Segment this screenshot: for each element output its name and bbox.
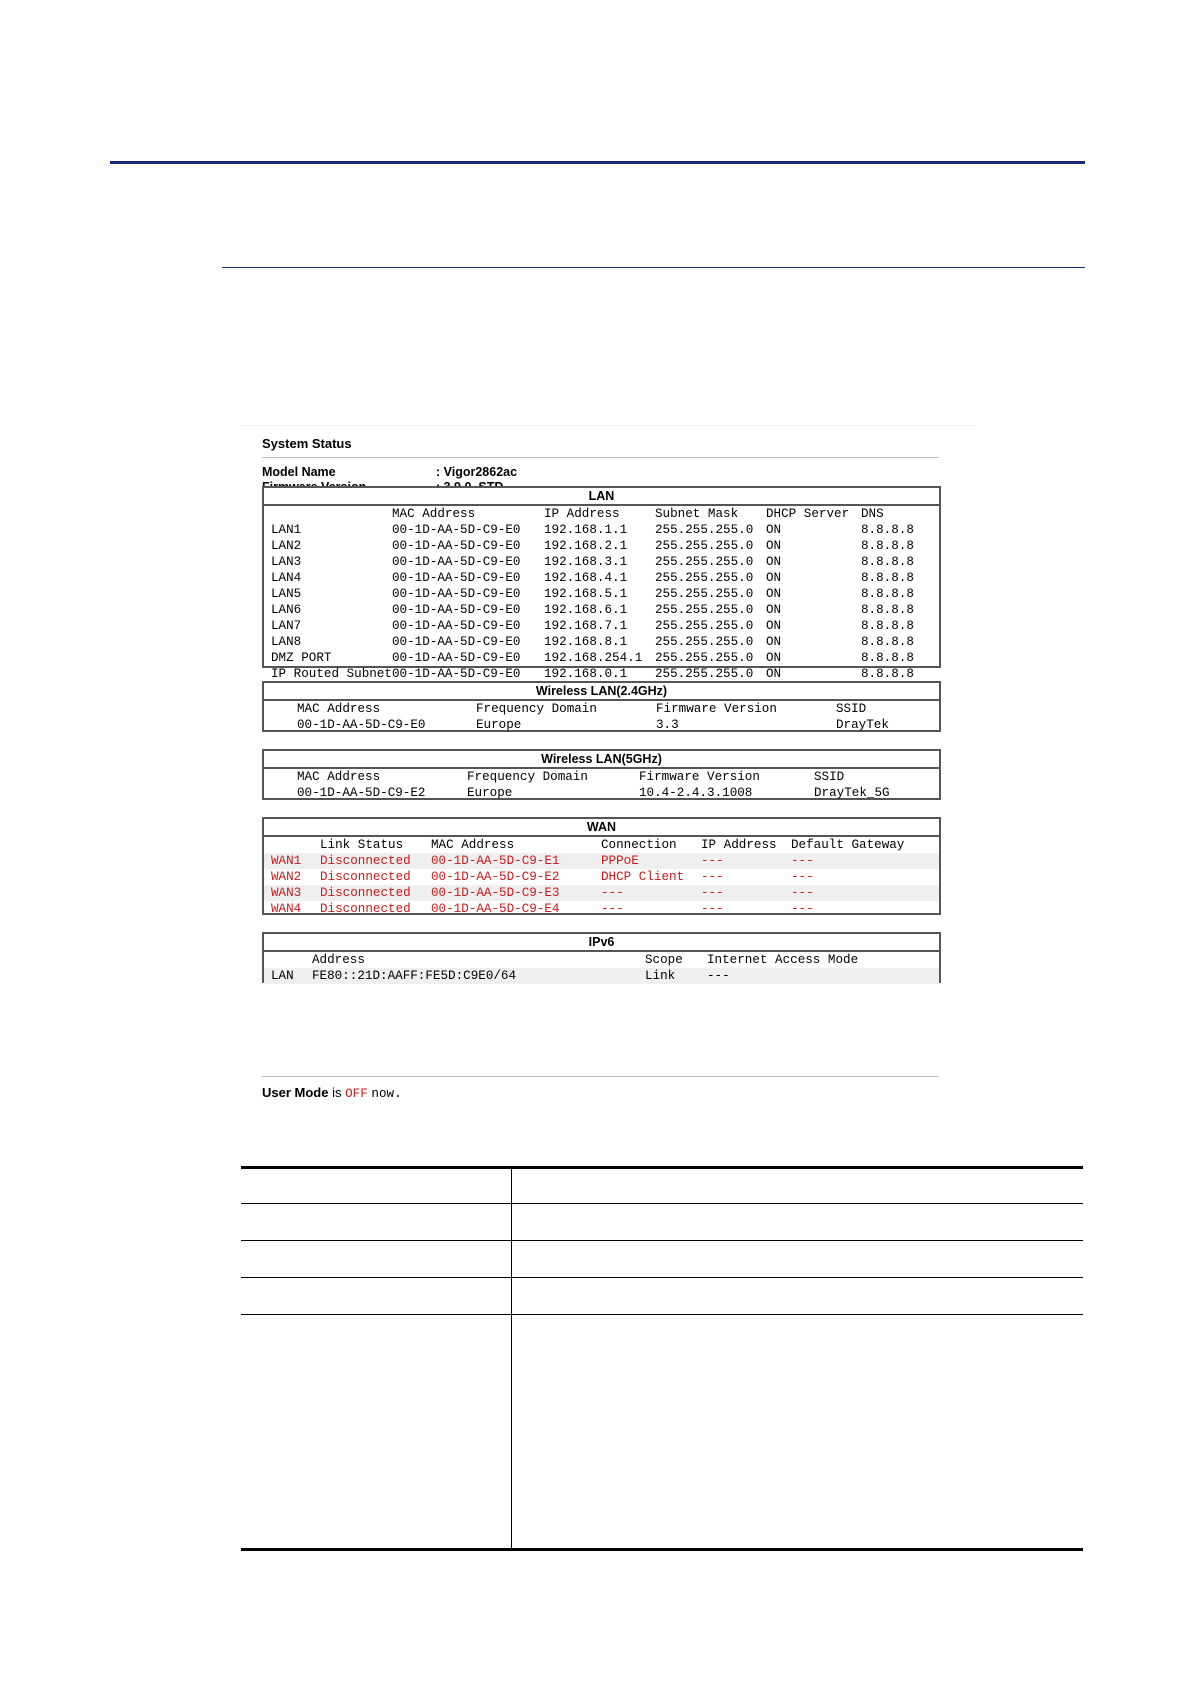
ipv6-column-headers: Address Scope Internet Access Mode <box>312 953 859 967</box>
title-divider <box>262 457 939 458</box>
table-row: LAN1 00-1D-AA-5D-C9-E0 192.168.1.1 255.255.255.0 ON 8.8.8.8 <box>271 523 914 537</box>
lan-table <box>262 486 941 681</box>
wan-table <box>262 817 941 915</box>
table-row: 00-1D-AA-5D-C9-E2 Europe 10.4-2.4.3.1008 DrayTek_5G <box>297 786 890 800</box>
wlan-5ghz-column-headers: MAC Address Frequency Domain Firmware Version SSID <box>297 770 845 784</box>
col-mask: Subnet Mask <box>655 507 739 521</box>
page-title: System Status <box>262 436 352 451</box>
user-mode-suffix: now. <box>371 1087 402 1101</box>
table-row: WAN1 Disconnected 00-1D-AA-5D-C9-E1 PPPoE --- --- <box>264 853 939 869</box>
wan-header: WAN <box>264 819 939 837</box>
wlan-24ghz-header: Wireless LAN(2.4GHz) <box>264 683 939 701</box>
model-name-value: : Vigor2862ac <box>436 465 518 479</box>
table-row: WAN2 Disconnected 00-1D-AA-5D-C9-E2 DHCP Client --- --- <box>271 870 814 884</box>
table-row: LAN5 00-1D-AA-5D-C9-E0 192.168.5.1 255.255.255.0 ON 8.8.8.8 <box>271 587 914 601</box>
ipv6-header: IPv6 <box>264 934 939 952</box>
page-top-rule <box>110 161 1085 164</box>
model-name-label: Model Name <box>262 465 336 479</box>
ipv6-table <box>262 932 941 983</box>
user-mode-is: is <box>332 1085 342 1100</box>
wan-column-headers: Link Status MAC Address Connection IP Address Default Gateway <box>320 838 905 852</box>
section-rule <box>222 267 1085 268</box>
table-row: LAN8 00-1D-AA-5D-C9-E0 192.168.8.1 255.255.255.0 ON 8.8.8.8 <box>271 635 914 649</box>
table-row: LAN4 00-1D-AA-5D-C9-E0 192.168.4.1 255.255.255.0 ON 8.8.8.8 <box>271 571 914 585</box>
table-row: LAN7 00-1D-AA-5D-C9-E0 192.168.7.1 255.255.255.0 ON 8.8.8.8 <box>271 619 914 633</box>
table-row: LAN6 00-1D-AA-5D-C9-E0 192.168.6.1 255.255.255.0 ON 8.8.8.8 <box>271 603 914 617</box>
col-ip: IP Address <box>544 507 620 521</box>
table-row: LAN3 00-1D-AA-5D-C9-E0 192.168.3.1 255.255.255.0 ON 8.8.8.8 <box>271 555 914 569</box>
user-mode-label: User Mode <box>262 1085 329 1100</box>
wlan-5ghz-header: Wireless LAN(5GHz) <box>264 751 939 769</box>
table-row: IP Routed Subnet 00-1D-AA-5D-C9-E0 192.168.0.1 255.255.255.0 ON 8.8.8.8 <box>271 667 914 681</box>
footer-divider <box>262 1076 939 1077</box>
description-table <box>241 1166 1083 1551</box>
col-dhcp: DHCP Server <box>766 507 850 521</box>
lan-header: LAN <box>264 488 939 506</box>
table-row: DMZ PORT 00-1D-AA-5D-C9-E0 192.168.254.1 255.255.255.0 ON 8.8.8.8 <box>271 651 914 665</box>
user-mode-status <box>262 1085 402 1101</box>
table-row: WAN4 Disconnected 00-1D-AA-5D-C9-E4 --- --- --- <box>271 902 814 916</box>
table-row: 00-1D-AA-5D-C9-E0 Europe 3.3 DrayTek <box>297 718 889 732</box>
col-mac: MAC Address <box>392 507 476 521</box>
table-row: WAN3 Disconnected 00-1D-AA-5D-C9-E3 --- --- --- <box>264 885 939 901</box>
col-dns: DNS <box>861 507 884 521</box>
wlan-24ghz-table <box>262 681 941 732</box>
user-mode-state: OFF <box>345 1087 368 1101</box>
table-row: LAN2 00-1D-AA-5D-C9-E0 192.168.2.1 255.255.255.0 ON 8.8.8.8 <box>271 539 914 553</box>
system-status-panel <box>242 425 977 1103</box>
wlan-5ghz-table <box>262 749 941 800</box>
lan-column-headers <box>264 506 939 522</box>
table-row: LAN FE80::21D:AAFF:FE5D:C9E0/64 Link --- <box>264 968 939 984</box>
wlan-24ghz-column-headers: MAC Address Frequency Domain Firmware Version SSID <box>297 702 867 716</box>
